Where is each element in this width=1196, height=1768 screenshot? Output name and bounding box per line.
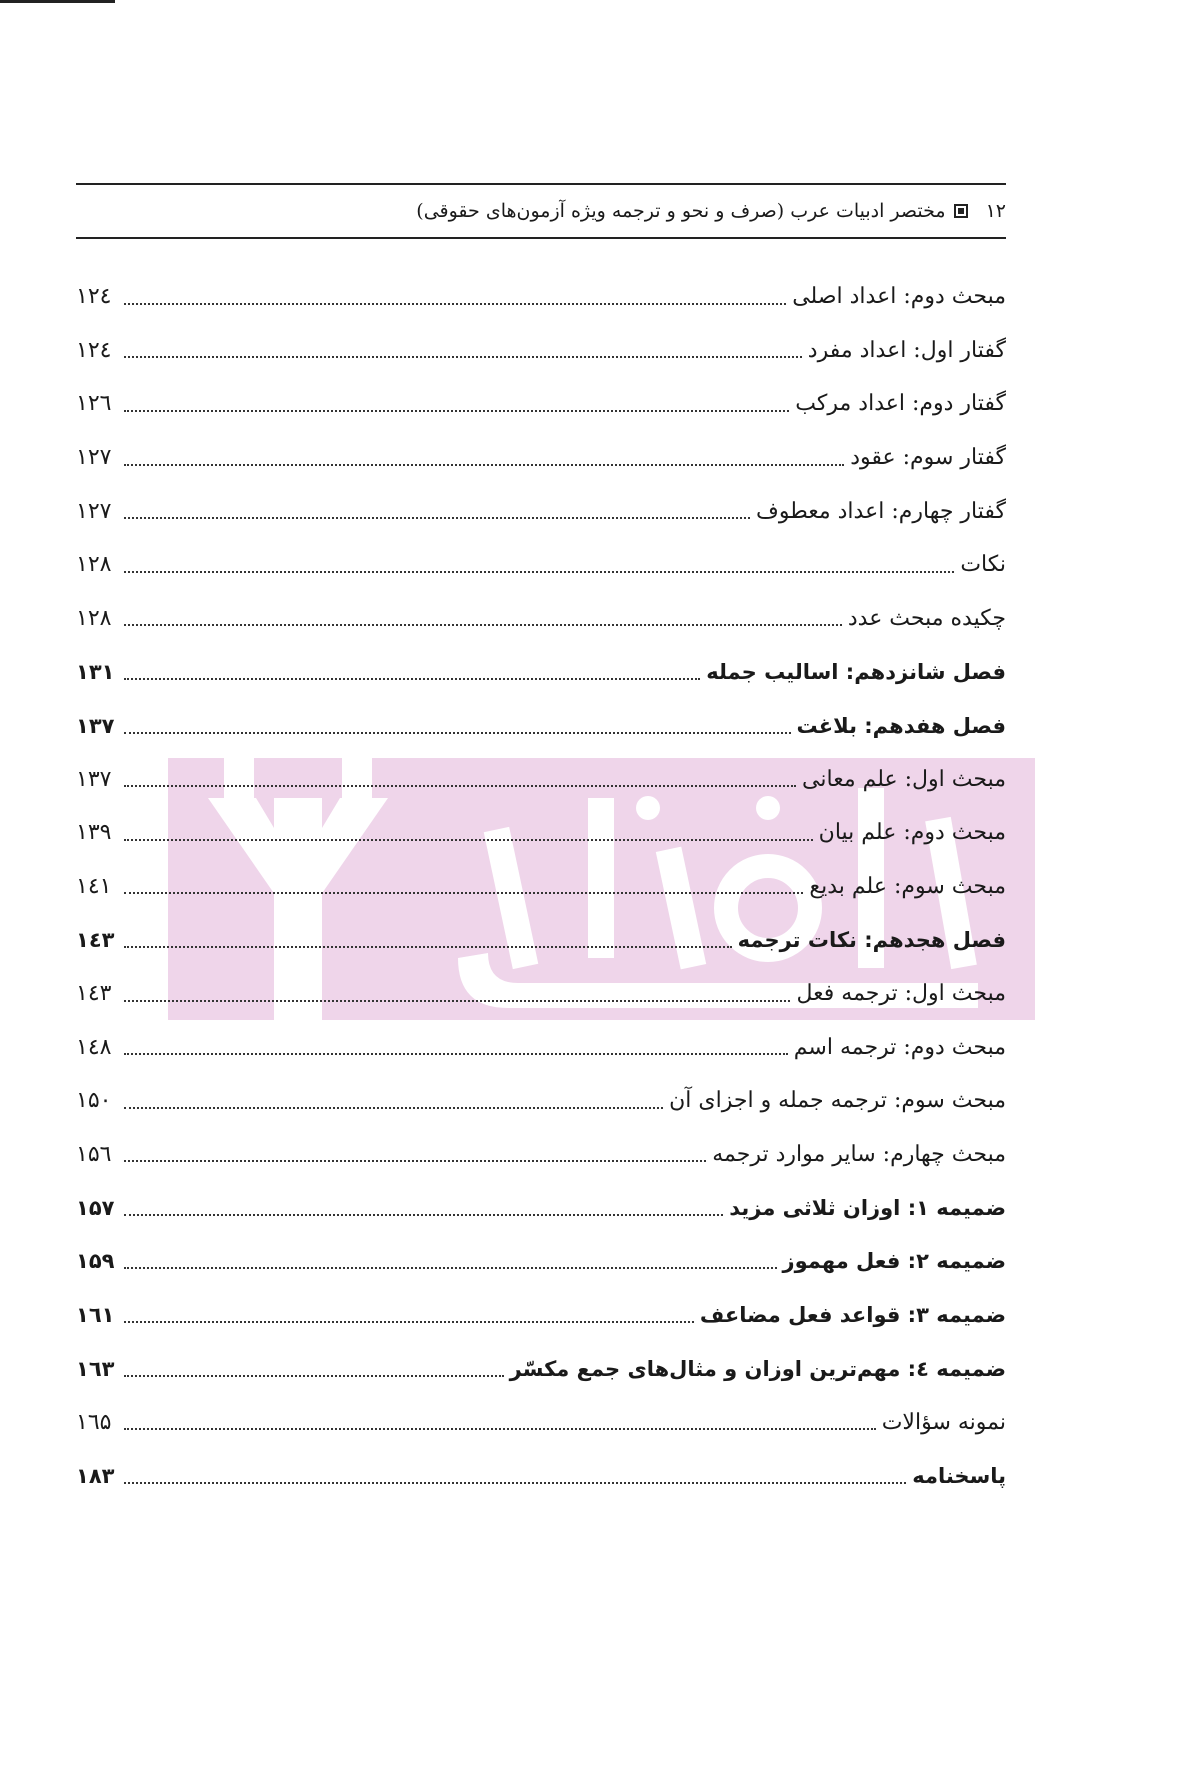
toc-entry-page: ۱۸۳: [76, 1463, 115, 1488]
dot-leader: [124, 892, 803, 894]
toc-entry-page: ۱۳۹: [76, 820, 112, 846]
toc-entry-title: گفتار اول: اعداد مفرد: [807, 337, 1006, 363]
toc-entry-page: ۱٦۳: [76, 1356, 115, 1381]
scan-edge-mark: [0, 0, 115, 3]
toc-entry-title: فصل هجدهم: نکات ترجمه: [737, 927, 1006, 952]
toc-entry-title: گفتار چهارم: اعداد معطوف: [756, 498, 1006, 524]
toc-entry[interactable]: [76, 1395, 1006, 1449]
dot-leader: [124, 410, 789, 412]
dot-leader: [124, 303, 786, 305]
dot-leader: [124, 517, 750, 519]
toc-entry-title: مبحث دوم: ترجمه اسم: [793, 1034, 1006, 1060]
toc-entry-title: پاسخنامه: [912, 1463, 1006, 1488]
dot-leader: [124, 946, 732, 948]
toc-entry-title: مبحث چهارم: سایر موارد ترجمه: [712, 1141, 1006, 1167]
toc-appendix-entry[interactable]: [76, 1288, 1006, 1342]
toc-entry[interactable]: [76, 806, 1006, 860]
toc-entry-page: ۱٤۸: [76, 1034, 112, 1060]
toc-appendix-entry[interactable]: [76, 1342, 1006, 1396]
toc-entry-page: ۱۲٤: [76, 337, 112, 363]
toc-entry[interactable]: [76, 484, 1006, 538]
square-bullet-icon: [954, 204, 968, 218]
toc-appendix-entry[interactable]: [76, 1235, 1006, 1289]
toc-entry-page: ۱۲٦: [76, 391, 112, 417]
toc-chapter-entry[interactable]: [76, 699, 1006, 753]
dot-leader: [124, 1214, 723, 1216]
toc-entry[interactable]: [76, 538, 1006, 592]
dot-leader: [124, 1482, 906, 1484]
toc-entry[interactable]: [76, 431, 1006, 485]
toc-entry-page: ۱۲۷: [76, 498, 112, 524]
toc-entry-page: ۱۵۰: [76, 1088, 112, 1114]
toc-chapter-entry[interactable]: [76, 1449, 1006, 1503]
dot-leader: [124, 678, 700, 680]
dot-leader: [124, 1375, 504, 1377]
toc-entry-page: ۱٤۱: [76, 873, 112, 899]
toc-chapter-entry[interactable]: [76, 645, 1006, 699]
page-header: [76, 183, 1006, 239]
page-number: ۱۲: [985, 200, 1006, 222]
dot-leader: [124, 732, 791, 734]
toc-entry[interactable]: [76, 377, 1006, 431]
toc-entry[interactable]: [76, 967, 1006, 1021]
dot-leader: [124, 1053, 788, 1055]
toc-entry-page: ۱٦۵: [76, 1409, 112, 1435]
toc-entry-title: نمونه سؤالات: [881, 1409, 1006, 1435]
toc-entry-title: مبحث سوم: علم بدیع: [809, 873, 1006, 899]
dot-leader: [124, 1107, 663, 1109]
toc-entry-page: ۱۵۹: [76, 1249, 115, 1274]
toc-entry-title: مبحث اول: علم معانی: [802, 766, 1006, 792]
toc-entry-title: مبحث دوم: اعداد اصلی: [792, 284, 1006, 310]
dot-leader: [124, 785, 796, 787]
toc-entry-title: گفتار سوم: عقود: [850, 445, 1006, 471]
dot-leader: [124, 624, 842, 626]
toc-entry-page: ۱۳۷: [76, 713, 115, 738]
toc-entry[interactable]: [76, 270, 1006, 324]
toc-entry-title: فصل هفدهم: بلاغت: [796, 713, 1006, 738]
toc-entry-page: ۱۳۱: [76, 659, 115, 684]
toc-entry-page: ۱۲۷: [76, 445, 112, 471]
toc-entry[interactable]: [76, 1020, 1006, 1074]
toc-entry-title: فصل شانزدهم: اسالیب جمله: [706, 659, 1006, 684]
dot-leader: [124, 356, 802, 358]
toc-entry-page: ۱۵٦: [76, 1141, 112, 1167]
toc-entry-page: ۱۲۸: [76, 552, 112, 578]
dot-leader: [124, 1160, 706, 1162]
toc-entry[interactable]: [76, 752, 1006, 806]
toc-entry[interactable]: [76, 592, 1006, 646]
toc-entry-page: ۱۳۷: [76, 766, 112, 792]
toc-appendix-entry[interactable]: [76, 1181, 1006, 1235]
toc-entry-title: ضمیمه ۲: فعل مهموز: [782, 1249, 1006, 1274]
toc-entry-title: مبحث سوم: ترجمه جمله و اجزای آن: [669, 1088, 1006, 1114]
dot-leader: [124, 839, 813, 841]
toc-entry-title: گفتار دوم: اعداد مرکب: [795, 391, 1006, 417]
toc-entry[interactable]: [76, 860, 1006, 914]
toc-entry-title: نکات: [960, 552, 1006, 578]
toc-entry-page: ۱۵۷: [76, 1195, 115, 1220]
dot-leader: [124, 571, 954, 573]
toc-entry-page: ۱۲۸: [76, 605, 112, 631]
toc-entry-title: چکیده مبحث عدد: [847, 605, 1006, 631]
toc-entry-page: ۱٦۱: [76, 1303, 115, 1328]
toc-entry-title: مبحث اول: ترجمه فعل: [796, 981, 1006, 1007]
dot-leader: [124, 1000, 790, 1002]
toc-entry-title: مبحث دوم: علم بیان: [818, 820, 1006, 846]
toc-entry-title: ضمیمه ۱: اوزان ثلاثی مزید: [729, 1195, 1006, 1220]
toc-chapter-entry[interactable]: [76, 913, 1006, 967]
dot-leader: [124, 1321, 694, 1323]
toc-entry-title: ضمیمه ۳: قواعد فعل مضاعف: [699, 1303, 1006, 1328]
table-of-contents: [76, 270, 1006, 1503]
dot-leader: [124, 1428, 876, 1430]
toc-entry-page: ۱۲٤: [76, 284, 112, 310]
toc-entry[interactable]: [76, 1074, 1006, 1128]
toc-entry-page: ۱٤۳: [76, 981, 112, 1007]
dot-leader: [124, 1267, 777, 1269]
toc-entry[interactable]: [76, 1128, 1006, 1182]
dot-leader: [124, 464, 844, 466]
book-title: مختصر ادبیات عرب (صرف و نحو و ترجمه ویژه آزمون‌های حقوقی): [416, 200, 946, 222]
toc-entry-page: ۱٤۳: [76, 927, 115, 952]
toc-entry-title: ضمیمه ٤: مهم‌ترین اوزان و مثال‌های جمع مکسّر: [509, 1356, 1006, 1381]
toc-entry[interactable]: [76, 324, 1006, 378]
